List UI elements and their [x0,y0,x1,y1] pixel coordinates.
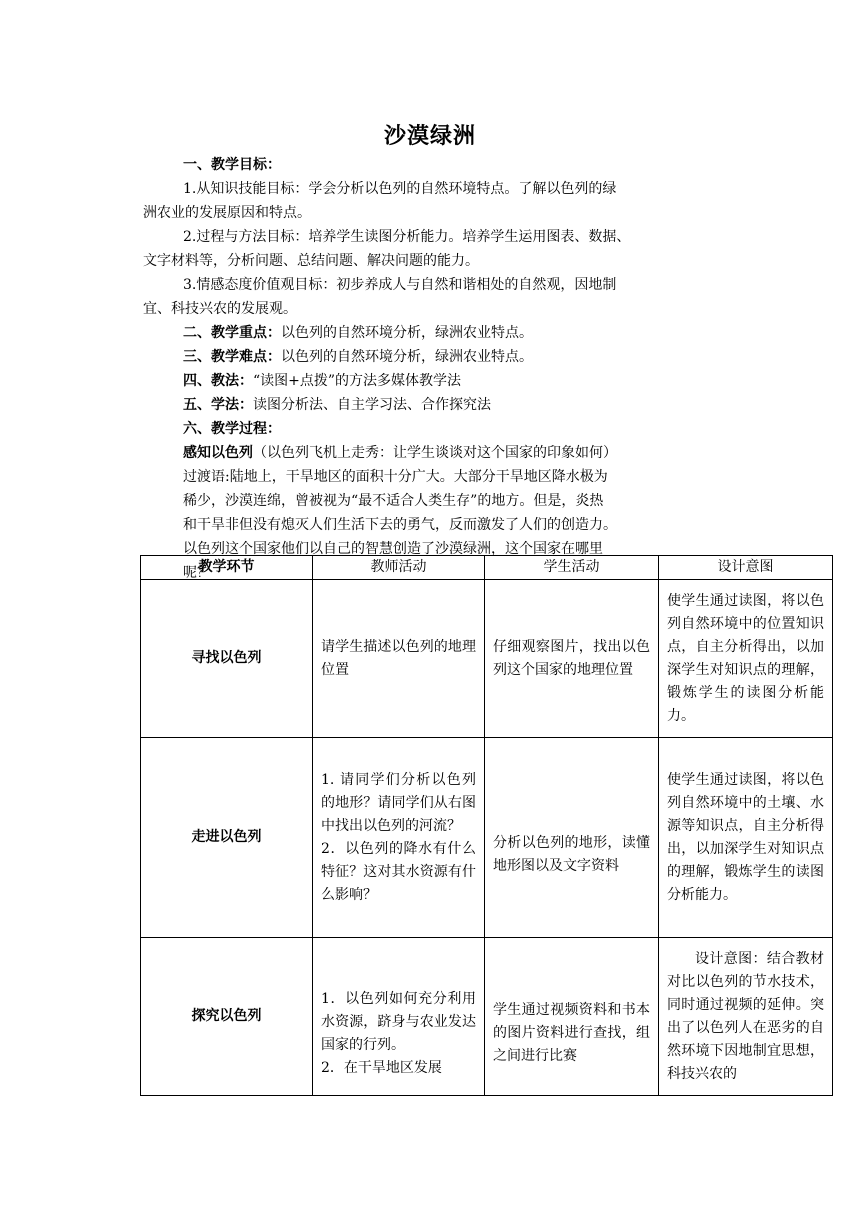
teacher-activity-cell [313,738,485,938]
student-activity-cell: 分析以色列的地形，读懂地形图以及文字资料 [485,738,659,938]
section-heading-process: 六、教学过程： [183,421,281,437]
section-difficulties [183,345,723,369]
objective-2-line-1: 2.过程与方法目标：培养学生读图分析能力。培养学生运用图表、数据、 [183,229,631,245]
transition-line-5: 呢？ [183,565,211,581]
teaching-method-label: 四、教法： [183,373,253,389]
stage-cell: 走进以色列 [141,738,313,938]
document-body [143,153,723,585]
teacher-question-1: 1．以色列如何充分利用水资源，跻身与农业发达国家的行列。 [321,990,476,1053]
section-teaching-method [183,369,723,393]
header-design-intent: 设计意图 [659,556,833,580]
header-student-activity: 学生活动 [485,556,659,580]
page-title: 沙漠绿洲 [383,123,476,149]
objective-1-line-1: 1.从知识技能目标：学会分析以色列的自然环境特点。了解以色列的绿 [183,181,617,197]
table-header-row [141,556,833,580]
table-row [141,738,833,938]
section-heading-objectives: 一、教学目标： [183,157,281,173]
key-points-label: 二、教学重点： [183,325,281,341]
intro-line [183,441,723,465]
objective-3-line-1: 3.情感态度价值观目标：初步养成人与自然和谐相处的自然观，因地制 [183,277,617,293]
key-points-text: 以色列的自然环境分析，绿洲农业特点。 [281,325,533,341]
teacher-question-1: 1. 请同学们分析以色列的地形？请同学们从右图中找出以色列的河流？ [321,771,476,834]
design-intent-cell: 使学生通过读图，将以色列自然环境中的土壤、水源等知识点，自主分析得出，以加深学生对知识点的理解，锻炼学生的读图分析能力。 [659,738,833,938]
design-intent-cell: 设计意图：结合教材对比以色列的节水技术，同时通过视频的延伸。突出了以色列人在恶劣的自然环境下因地制宜思想，科技兴农的 [659,938,833,1096]
objective-3-line-2: 宜、科技兴农的发展观。 [143,301,297,317]
objective-2-line-2: 文字材料等，分析问题、总结问题、解决问题的能力。 [143,253,479,269]
teacher-question-2: 2．以色列的降水有什么特征？这对其水资源有什么影响？ [321,840,476,903]
difficulties-label: 三、教学难点： [183,349,281,365]
transition-line-1: 过渡语:陆地上，干旱地区的面积十分广大。大部分干旱地区降水极为 [183,469,608,485]
teaching-method-text: “读图+点拨”的方法多媒体教学法 [253,373,462,389]
transition-line-4: 以色列这个国家他们以自己的智慧创造了沙漠绿洲，这个国家在哪里 [183,541,603,557]
teacher-question-2: 2．在干旱地区发展 [321,1059,442,1076]
header-stage: 教学环节 [141,556,313,580]
learning-method-label: 五、学法： [183,397,253,413]
table-row [141,938,833,1096]
lesson-plan-table [140,555,833,1096]
difficulties-text: 以色列的自然环境分析，绿洲农业特点。 [281,349,533,365]
section-key-points [183,321,723,345]
design-intent-cell: 使学生通过读图，将以色列自然环境中的位置知识点，自主分析得出，以加深学生对知识点的理解，锻炼学生的读图分析能力。 [659,580,833,738]
intro-text: （以色列飞机上走秀：让学生谈谈对这个国家的印象如何） [253,445,617,461]
objective-1-line-2: 洲农业的发展原因和特点。 [143,205,311,221]
teacher-activity-cell: 请学生描述以色列的地理位置 [313,580,485,738]
section-learning-method [183,393,723,417]
table-row [141,580,833,738]
student-activity-cell: 学生通过视频资料和书本的图片资料进行查找，组之间进行比赛 [485,938,659,1096]
teacher-activity-cell [313,938,485,1096]
transition-line-2: 稀少，沙漠连绵，曾被视为“最不适合人类生存”的地方。但是，炎热 [183,493,604,509]
learning-method-text: 读图分析法、自主学习法、合作探究法 [253,397,491,413]
intro-label: 感知以色列 [183,445,253,461]
header-teacher-activity: 教师活动 [313,556,485,580]
stage-cell: 探究以色列 [141,938,313,1096]
transition-line-3: 和干旱非但没有熄灭人们生活下去的勇气，反而激发了人们的创造力。 [183,517,617,533]
student-activity-cell: 仔细观察图片，找出以色列这个国家的地理位置 [485,580,659,738]
stage-cell: 寻找以色列 [141,580,313,738]
